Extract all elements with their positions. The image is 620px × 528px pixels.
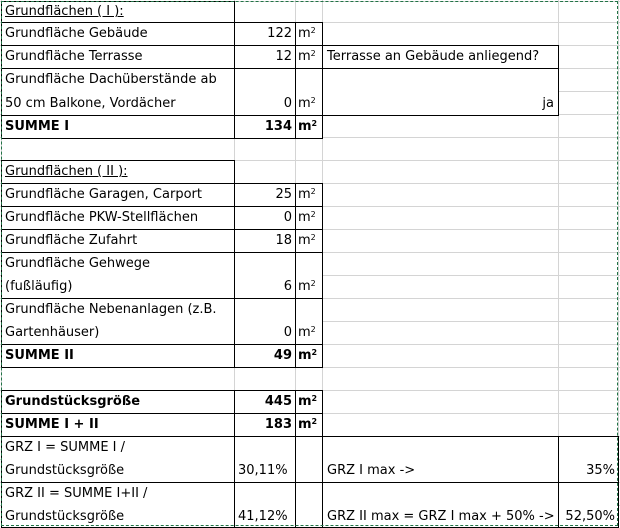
row-gebaeude-label[interactable]: Grundfläche Gebäude [1, 22, 235, 46]
grz2-max-label[interactable]: GRZ II max = GRZ I max + 50% -> [322, 482, 559, 528]
grundstueck-label[interactable]: Grundstücksgröße [1, 390, 235, 414]
grz1-label[interactable]: GRZ I = SUMME I / Grundstücksgröße [1, 436, 235, 483]
row-gehwege-unit[interactable]: $m^2$ [295, 252, 323, 299]
summe1-label[interactable]: SUMME I [1, 115, 235, 139]
row-nebenanlagen-label[interactable]: Grundfläche Nebenanlagen (z.B. Gartenhäuser) [1, 298, 235, 345]
row-terrasse-value[interactable]: 12 [234, 45, 296, 69]
section1-title-cell[interactable] [1, 1, 235, 23]
row-stellflaechen-unit[interactable]: $m^2$ [295, 206, 323, 230]
row-terrasse-unit[interactable]: $m^2$ [295, 45, 323, 69]
row-stellflaechen-label[interactable]: Grundfläche PKW-Stellflächen [1, 206, 235, 230]
row-gebaeude-unit[interactable]: $m^2$ [295, 22, 323, 46]
terrasse-answer-cell[interactable]: ja [322, 68, 559, 116]
grz1-max-value[interactable]: 35% [558, 436, 619, 483]
grz1-value[interactable]: 30,11% [234, 436, 296, 483]
grz1-empty[interactable] [295, 436, 323, 483]
terrasse-question-cell[interactable]: Terrasse an Gebäude anliegend? [322, 45, 559, 69]
grz2-max-value[interactable]: 52,50% [558, 482, 619, 528]
grz1-max-label[interactable]: GRZ I max -> [322, 436, 559, 483]
row-zufahrt-unit[interactable]: $m^2$ [295, 229, 323, 253]
section1-title: Grundflächen ( I ): [5, 4, 124, 19]
row-garagen-label[interactable]: Grundfläche Garagen, Carport [1, 183, 235, 207]
row-dachueberstaende-unit[interactable]: $m^2$ [295, 68, 323, 116]
row-gebaeude-value[interactable]: 122 [234, 22, 296, 46]
row-zufahrt-value[interactable]: 18 [234, 229, 296, 253]
summe12-unit[interactable]: $m^2$ [295, 413, 323, 437]
row-garagen-unit[interactable]: $m^2$ [295, 183, 323, 207]
section2-title-cell[interactable] [1, 160, 235, 184]
grz2-label[interactable]: GRZ II = SUMME I+II / Grundstücksgröße [1, 482, 235, 528]
grundstueck-unit[interactable]: $m^2$ [295, 390, 323, 414]
row-nebenanlagen-value[interactable]: 0 [234, 298, 296, 345]
summe2-label[interactable]: SUMME II [1, 344, 235, 368]
summe2-unit[interactable]: $m^2$ [295, 344, 323, 368]
summe1-unit[interactable]: $m^2$ [295, 115, 323, 139]
grundstueck-value[interactable]: 445 [234, 390, 296, 414]
row-dachueberstaende-label[interactable]: Grundfläche Dachüberstände ab 50 cm Balkone, Vordächer [1, 68, 235, 116]
row-gehwege-value[interactable]: 6 [234, 252, 296, 299]
grz2-empty[interactable] [295, 482, 323, 528]
row-dachueberstaende-value[interactable]: 0 [234, 68, 296, 116]
row-stellflaechen-value[interactable]: 0 [234, 206, 296, 230]
row-zufahrt-label[interactable]: Grundfläche Zufahrt [1, 229, 235, 253]
row-terrasse-label[interactable]: Grundfläche Terrasse [1, 45, 235, 69]
grz2-value[interactable]: 41,12% [234, 482, 296, 528]
summe12-label[interactable]: SUMME I + II [1, 413, 235, 437]
summe1-value[interactable]: 134 [234, 115, 296, 139]
row-garagen-value[interactable]: 25 [234, 183, 296, 207]
row-gehwege-label[interactable]: Grundfläche Gehwege (fußläufig) [1, 252, 235, 299]
section2-title: Grundflächen ( II ): [5, 164, 128, 179]
summe12-value[interactable]: 183 [234, 413, 296, 437]
row-nebenanlagen-unit[interactable]: $m^2$ [295, 298, 323, 345]
summe2-value[interactable]: 49 [234, 344, 296, 368]
